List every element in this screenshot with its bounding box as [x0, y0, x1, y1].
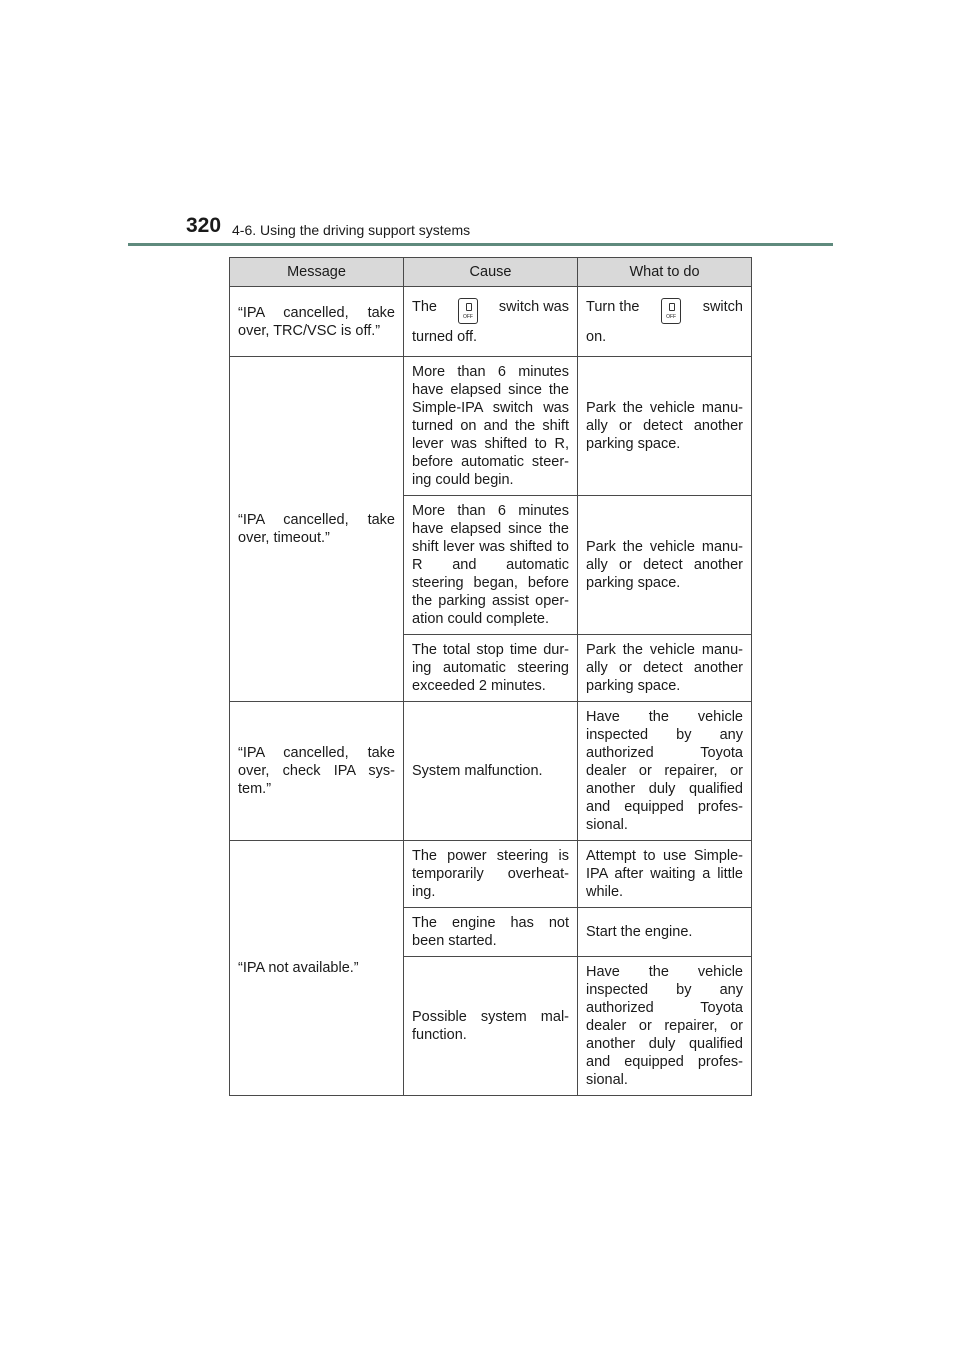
cause-cell: More than 6 minutes have elapsed since the shift lever was shifted to R and automatic steering began, before the parking assist oper-ation could complete.: [404, 496, 578, 635]
todo-cell: [578, 287, 752, 357]
todo-cell: Attempt to use Simple-IPA after waiting a little while.: [578, 841, 752, 908]
message-cell: “IPA cancelled, take over, check IPA sys-tem.”: [230, 702, 404, 841]
message-cell: “IPA cancelled, take over, timeout.”: [230, 357, 404, 702]
icon-off-label: OFF: [666, 313, 677, 320]
todo-cell: Have the vehicle inspected by any authorized Toyota dealer or repairer, or another duly qualified and equipped profes-sional.: [578, 957, 752, 1096]
section-title: 4-6. Using the driving support systems: [232, 222, 471, 238]
table-row: [230, 357, 752, 496]
ipa-switch-icon: [458, 298, 478, 324]
message-cell: “IPA not available.”: [230, 841, 404, 1096]
todo-text: switch: [702, 298, 743, 315]
message-cell: “IPA cancelled, take over, TRC/VSC is off.”: [230, 287, 404, 357]
cause-cell: [404, 287, 578, 357]
page-number: 320: [186, 214, 222, 237]
cause-cell: System malfunction.: [404, 702, 578, 841]
column-header-what-to-do: What to do: [578, 258, 752, 287]
cause-text: switch was: [498, 298, 569, 315]
table-header-row: [230, 258, 752, 287]
table-row: [230, 702, 752, 841]
todo-cell: Park the vehicle manu-ally or detect another parking space.: [578, 635, 752, 702]
cause-cell: Possible system mal-function.: [404, 957, 578, 1096]
todo-text: on.: [586, 328, 607, 345]
cause-cell: More than 6 minutes have elapsed since the Simple-IPA switch was turned on and the shift lever was shifted to R, before automatic steer-ing could begin.: [404, 357, 578, 496]
cause-cell: The engine has not been started.: [404, 908, 578, 957]
todo-cell: Park the vehicle manu-ally or detect another parking space.: [578, 496, 752, 635]
table-row: [230, 841, 752, 908]
todo-cell: Park the vehicle manu-ally or detect another parking space.: [578, 357, 752, 496]
column-header-cause: Cause: [404, 258, 578, 287]
column-header-message: Message: [230, 258, 404, 287]
table-row: [230, 287, 752, 357]
cause-cell: The power steering is temporarily overheat-ing.: [404, 841, 578, 908]
cause-text: turned off.: [412, 328, 478, 345]
ipa-switch-icon: [661, 298, 681, 324]
todo-text: Turn the: [586, 298, 640, 315]
icon-off-label: OFF: [462, 313, 473, 320]
todo-cell: Have the vehicle inspected by any authorized Toyota dealer or repairer, or another duly qualified and equipped profes-sional.: [578, 702, 752, 841]
message-table: [229, 257, 752, 1096]
cause-text: The: [412, 298, 437, 315]
header-divider: [128, 243, 833, 246]
todo-cell: Start the engine.: [578, 908, 752, 957]
cause-cell: The total stop time dur-ing automatic steering exceeded 2 minutes.: [404, 635, 578, 702]
